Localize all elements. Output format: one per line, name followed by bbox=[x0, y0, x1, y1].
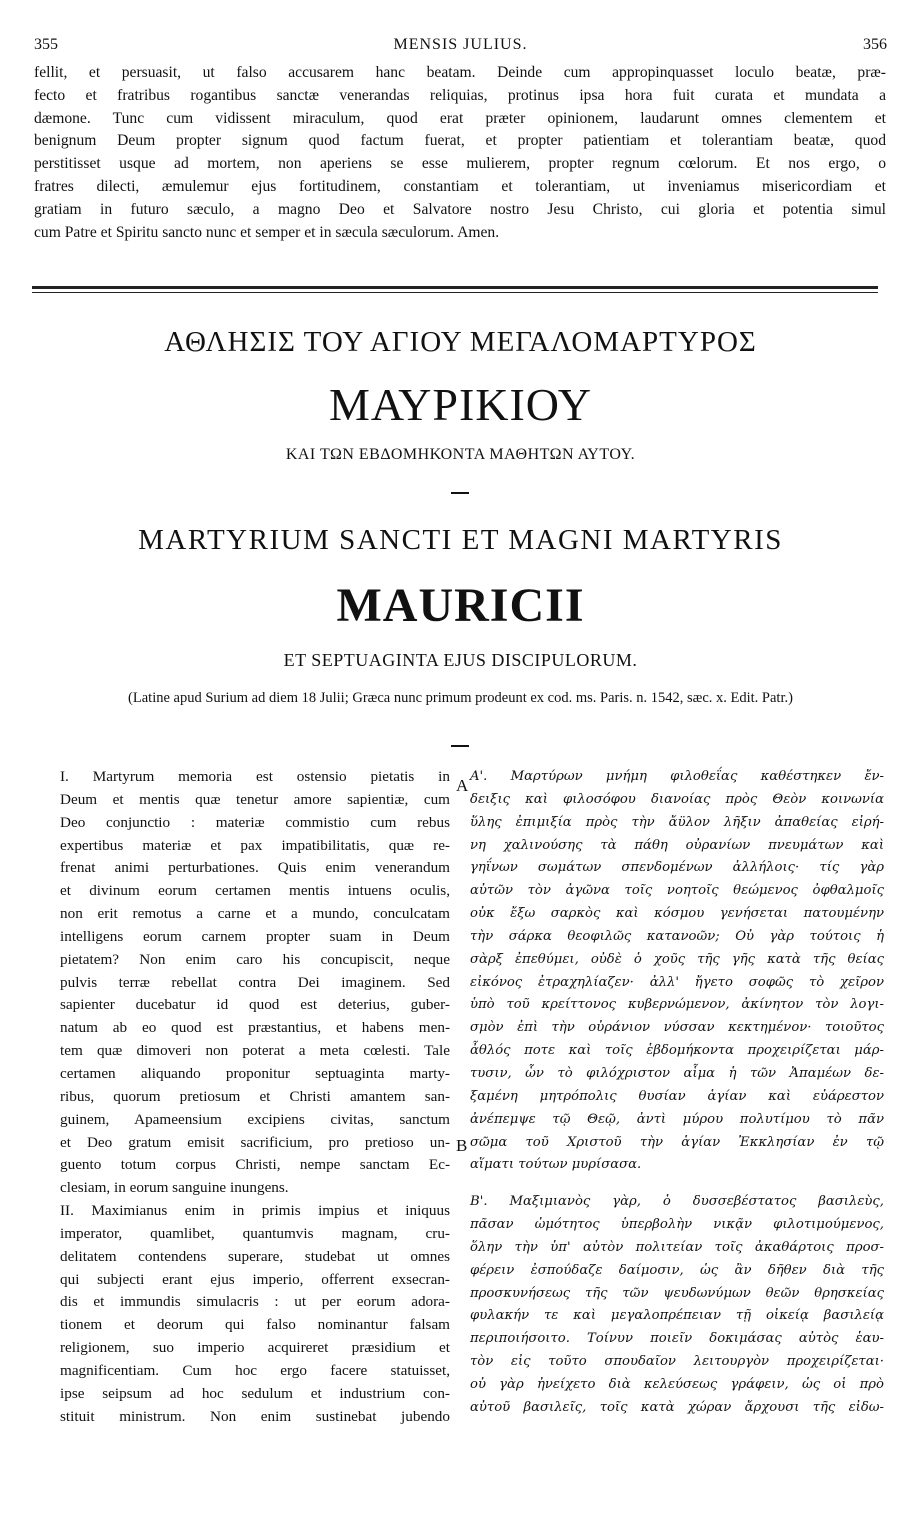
text-line: γηΐνων σωμάτων σπενδομένων ἀλλήλοις· τίς γὰρ bbox=[470, 860, 884, 876]
text-line: dæmone. Tunc cum vidissent miraculum, quod erat præter opinionem, laudarunt omnes clementem et bbox=[34, 109, 886, 127]
page-number-right: 356 bbox=[863, 36, 887, 53]
greek-column bbox=[470, 766, 884, 1420]
greek-saint-name: ΜΑΥΡΙΚΙΟΥ bbox=[329, 379, 592, 430]
text-line: ἆθλός ποτε καὶ τοῖς ἑβδομήκοντα προχειρίζεται μάρ- bbox=[470, 1043, 884, 1059]
text-line: ὅλην τὴν ὑπ' αὐτὸν πολιτείαν τοῖς ἀκαθάρτοις προσ- bbox=[470, 1239, 884, 1255]
title-separator-dash bbox=[451, 492, 469, 494]
text-line: προσκυνήσεως τῆς τῶν ψευδωνύμων θεῶν θρησκείας bbox=[470, 1285, 884, 1301]
text-line: οὐκ ἔξω σαρκὸς καὶ κόσμου γενήσεται πατουμένην bbox=[470, 906, 884, 922]
text-line: natum ab eo quod est præstantius, et habens men- bbox=[60, 1019, 450, 1037]
text-line: ὕλης ἐπιμιξία πρὸς τὴν ἄϋλον λῆξιν ἀπαθείας εἰρή- bbox=[470, 814, 884, 830]
text-line: τὴν σάρκα θεοφιλῶς κατανοῶν; Οὐ γὰρ τούτοις ἡ bbox=[470, 928, 884, 944]
latin-subtitle: ET SEPTUAGINTA EJUS DISCIPULORUM. bbox=[283, 650, 638, 670]
text-line: benignum Deum propter signum quod factum fuerat, et propter patientiam et tolerantiam beatæ, quod bbox=[34, 132, 886, 150]
text-line: σμὸν ἐπὶ τὴν οὐράνιον νύσσαν κεκτημένον· τοιοῦτος bbox=[470, 1020, 884, 1036]
text-line: Deo conjunctio : materiæ commistio cum rebus bbox=[60, 813, 450, 831]
text-line: φυλακήν τε καὶ μεγαλοπρέπειαν τῇ οἰκείᾳ βασιλείᾳ bbox=[470, 1308, 884, 1324]
greek-subtitle: ΚΑΙ ΤΩΝ ΕΒΔΟΜΗΚΟΝΤΑ ΜΑΘΗΤΩΝ ΑΥΤΟΥ. bbox=[285, 446, 636, 463]
section-rule bbox=[32, 286, 878, 289]
text-line: expertibus materiæ et pax impatibilitatis, quæ re- bbox=[60, 836, 450, 854]
text-line: tem quæ dimoveri non poterat a meta cœlesti. Tale bbox=[60, 1042, 450, 1060]
text-line: intelligens eorum carnem propter suam in Deum bbox=[60, 927, 450, 945]
text-line: imperator, quamlibet, quantumvis magnam, cru- bbox=[60, 1224, 450, 1242]
text-line: οὐ γὰρ ἠνείχετο διὰ κελεύσεως γράφειν, ὡς οἱ πρὸ bbox=[470, 1376, 884, 1392]
text-line: fellit, et persuasit, ut falso accusarem hanc beatam. Deinde cum appropinquasset loculo beatæ, præ- bbox=[34, 64, 886, 81]
text-line: Β'. Μαξιμιανὸς γὰρ, ὁ δυσσεβέστατος βασιλεὺς, bbox=[470, 1194, 884, 1210]
text-line: sapienter ducebatur id quod est deterius, guber- bbox=[60, 996, 450, 1014]
text-line: perstitisset usque ad mortem, non aperiens se esse mulierem, propter regnum cœlorum. Et nos ergo, o bbox=[34, 155, 886, 173]
text-line: frenat animi perturbationes. Quis enim venerandum bbox=[60, 859, 450, 877]
text-line: gratiam in futuro sæculo, a magno Deo et Salvatore nostro Jesu Christo, cui gloria et potentia simul bbox=[34, 200, 886, 218]
text-line: πᾶσαν ὠμότητος ὑπερβολὴν νικᾷν φιλοτιμούμενος, bbox=[470, 1217, 884, 1233]
text-line: I. Martyrum memoria est ostensio pietatis in bbox=[60, 768, 450, 785]
text-line: religionem, suo imperio acquireret præsidium et bbox=[60, 1339, 450, 1357]
text-line: pulvis terræ rebellat contra Dei imaginem. Sed bbox=[60, 973, 450, 991]
text-line: et Deo gratum emisit sacrificium, pro pretioso un- bbox=[60, 1133, 450, 1151]
text-line: περιποιήσοιτο. Τοίνυν ποιεῖν δοκιμάσας αὐτὸς ἑαυ- bbox=[470, 1331, 884, 1347]
text-line: guinem, Apameensium excipiens civitas, sanctum bbox=[60, 1110, 450, 1128]
text-line: guento totum corpus Christi, nempe sanctam Ec- bbox=[60, 1156, 450, 1174]
latin-saint-name: MAURICII bbox=[336, 579, 585, 632]
text-line: pietatem? Non enim caro his concupiscit, neque bbox=[60, 950, 450, 968]
text-line: σὰρξ ἐπεθύμει, οὐδὲ ὁ χοῦς τῆς γῆς κατὰ τῆς θείας bbox=[470, 951, 884, 967]
text-line: stituit ministrum. Non enim sustinebat jubendo bbox=[60, 1407, 450, 1425]
text-line: ipse seipsum ad hoc sedulum et industrium con- bbox=[60, 1384, 450, 1402]
text-line: φέρειν ἐσπούδαζε δαίμοσιν, ὡς ἂν δῆθεν διὰ τῆς bbox=[470, 1262, 884, 1278]
latin-title-line: MARTYRIUM SANCTI ET MAGNI MARTYRIS bbox=[138, 524, 783, 556]
text-line: τυσιν, ὧν τὸ φιλόχριστον αἷμα ἡ τῶν Ἀπαμέων δε- bbox=[470, 1065, 884, 1081]
text-line: qui subjecti erant ejus imperio, offerrent exsecran- bbox=[60, 1270, 450, 1288]
text-line: ξαμένη μητρόπολις θυσίαν ἁγίαν καὶ εὐάρεστον bbox=[470, 1088, 884, 1104]
section-rule-thin bbox=[32, 292, 878, 293]
text-line: cum Patre et Spiritu sancto nunc et semper et in sæcula sæculorum. Amen. bbox=[34, 223, 500, 241]
text-line: Deum et mentis quæ tenetur amore sapientiæ, cum bbox=[60, 790, 450, 808]
margin-marker-a: A bbox=[456, 776, 469, 795]
continued-paragraph bbox=[34, 62, 886, 244]
page-number-left: 355 bbox=[34, 36, 58, 53]
text-line: ἀνέπεμψε τῷ Θεῷ, ἀντὶ μύρου πολυτίμου τὸ πᾶν bbox=[470, 1111, 884, 1127]
text-line: αἵματι τούτων μυρίσασα. bbox=[470, 1157, 642, 1173]
text-line: fratres dilecti, æmulemur ejus fortitudinem, constantiam et tolerantiam, ut inveniamus misericordiam et bbox=[34, 177, 886, 195]
text-line: certamen aliquando proponitur septuaginta marty- bbox=[60, 1064, 450, 1082]
text-line: ribus, quorum pretiosum et Christi amantem san- bbox=[60, 1087, 450, 1105]
latin-column bbox=[60, 766, 450, 1428]
paragraph-gap bbox=[470, 1177, 884, 1191]
text-line: σῶμα τοῦ Χριστοῦ τὴν ἁγίαν Ἐκκλησίαν ἐν τῷ bbox=[470, 1134, 884, 1150]
margin-marker-b: B bbox=[456, 1136, 468, 1155]
text-line: clesiam, in eorum sanguine inungens. bbox=[60, 1179, 289, 1197]
title-separator-dash bbox=[451, 745, 469, 747]
text-line: et divinum eorum certamen mentis intuens oculis, bbox=[60, 882, 450, 900]
text-line: dis et immundis simulacris : ut per eorum adora- bbox=[60, 1293, 450, 1311]
text-line: non erit remotus a carne et a mundo, conculcatam bbox=[60, 905, 450, 923]
text-line: II. Maximianus enim in primis impius et iniquus bbox=[60, 1202, 450, 1220]
text-line: δειξις καὶ φιλοσόφου διανοίας πρὸς Θεὸν κοινωνία bbox=[470, 791, 884, 807]
text-line: ὑπὸ τοῦ κρείττονος κυβερνώμενον, ἀκίνητον τὸν λογι- bbox=[470, 997, 884, 1013]
text-line: Α'. Μαρτύρων μνήμη φιλοθεΐας καθέστηκεν ἔν- bbox=[470, 769, 884, 784]
text-line: εἰκόνος ἐτραχηλίαζεν· ἀλλ' ἤγετο σοφῶς τὸ χεῖρον bbox=[470, 974, 884, 990]
running-head bbox=[34, 36, 887, 58]
text-line: delitatem contendens superare, studebat ut omnes bbox=[60, 1247, 450, 1265]
running-title: MENSIS JULIUS. bbox=[393, 36, 528, 53]
text-line: αὐτῶν τὸν ἀγῶνα τοῖς νοητοῖς θεώμενος ὀφθαλμοῖς bbox=[470, 883, 884, 899]
text-line: tionem et deorum qui falso nominantur falsam bbox=[60, 1316, 450, 1334]
text-line: αὐτοῦ βασιλεῖς, τοῖς κατὰ χώραν ἄρχουσι τῆς εἰδω- bbox=[470, 1399, 884, 1415]
source-note: (Latine apud Surium ad diem 18 Julii; Græca nunc primum prodeunt ex cod. ms. Paris. n. 1542, sæc. x. Edit. Patr.) bbox=[128, 690, 793, 706]
text-line: magnificentiam. Cum hoc ergo facere statuisset, bbox=[60, 1361, 450, 1379]
text-line: τὸν εἰς τοῦτο σπουδαῖον λειτουργὸν προχειρίζεται· bbox=[470, 1354, 884, 1370]
text-line: fecto et fratribus rogantibus sanctæ venerandas reliquias, protinus ipsa hora fuit curata et mundata a bbox=[34, 86, 886, 104]
greek-title-line: ΑΘΛΗΣΙΣ ΤΟΥ ΑΓΙΟΥ ΜΕΓΑΛΟΜΑΡΤΥΡΟΣ bbox=[164, 326, 757, 358]
text-line: νη χαλινούσης τὰ πάθη οὐρανίων πνευμάτων καὶ bbox=[470, 837, 884, 853]
